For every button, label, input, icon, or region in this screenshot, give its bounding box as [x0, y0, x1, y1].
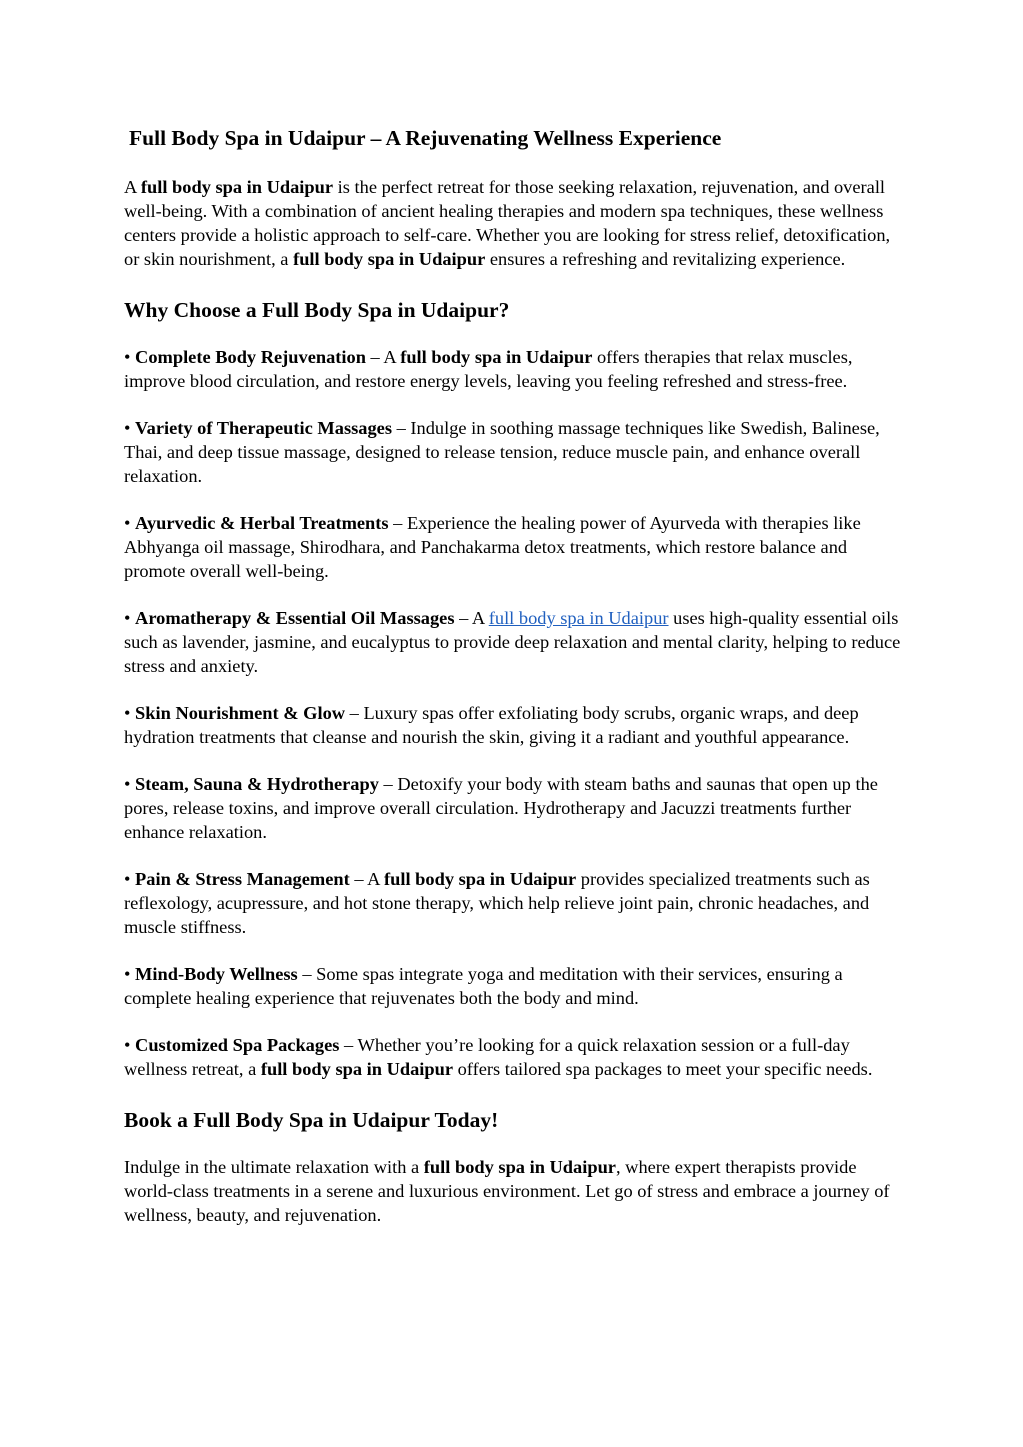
- bullet-skin-nourishment-glow: [124, 701, 904, 749]
- bullet-aromatherapy-essential-oil-massages: [124, 606, 904, 678]
- bullet-label: Skin Nourishment & Glow: [135, 703, 346, 723]
- document-content: [124, 120, 904, 1227]
- outro-paragraph: [124, 1155, 904, 1227]
- page-title: Full Body Spa in Udaipur – A Rejuvenating Wellness Experience: [129, 126, 722, 150]
- bullet-text: offers therapies that relax muscles, improve blood circulation, and restore energy levels, leaving you feeling refreshed and stress-free.: [124, 347, 853, 391]
- bullet-marker: •: [124, 608, 136, 628]
- bullet-label: Aromatherapy & Essential Oil Massages: [135, 608, 455, 628]
- bullet-marker: •: [124, 347, 136, 367]
- bullet-text: – A: [454, 608, 489, 628]
- bullet-keyword: full body spa in Udaipur: [384, 869, 577, 889]
- bullet-label: Mind-Body Wellness: [135, 964, 298, 984]
- bullet-mind-body-wellness: [124, 962, 904, 1010]
- bullet-text: – Indulge in soothing massage techniques like Swedish, Balinese, Thai, and deep tissue massage, designed to release tension, reduce muscle pain, and enhance overall relaxation.: [124, 418, 880, 486]
- bullet-label: Steam, Sauna & Hydrotherapy: [135, 774, 379, 794]
- bullet-keyword: full body spa in Udaipur: [400, 347, 593, 367]
- bullet-text: – A: [349, 869, 385, 889]
- bullet-text: – Luxury spas offer exfoliating body scrubs, organic wraps, and deep hydration treatments that cleanse and nourish the skin, giving it a radiant and youthful appearance.: [124, 703, 859, 747]
- intro-keyword: full body spa in Udaipur: [293, 249, 486, 269]
- outro-text: , where expert therapists provide world-class treatments in a serene and luxurious environment. Let go of stress and embrace a journey of wellness, beauty, and rejuvenation.: [124, 1157, 890, 1225]
- bullet-steam-sauna-hydrotherapy: [124, 772, 904, 844]
- bullet-text: – Experience the healing power of Ayurveda with therapies like Abhyanga oil massage, Shirodhara, and Panchakarma detox treatments, which restore balance and promote overall well-being.: [124, 513, 861, 581]
- bullet-text: – Some spas integrate yoga and meditation with their services, ensuring a complete healing experience that rejuvenates both the body and mind.: [124, 964, 843, 1008]
- bullet-complete-body-rejuvenation: [124, 345, 904, 393]
- full-body-spa-link[interactable]: full body spa in Udaipur: [488, 608, 669, 628]
- bullet-marker: •: [124, 869, 136, 889]
- intro-text: A: [124, 177, 141, 197]
- intro-paragraph: [124, 175, 904, 271]
- bullet-label: Ayurvedic & Herbal Treatments: [135, 513, 389, 533]
- bullet-text: – Whether you’re looking for a quick relaxation session or a full-day wellness retreat, a: [124, 1035, 850, 1079]
- outro-keyword: full body spa in Udaipur: [423, 1157, 616, 1177]
- bullet-pain-stress-management: [124, 867, 904, 939]
- bullet-marker: •: [124, 418, 136, 438]
- bullet-marker: •: [124, 774, 136, 794]
- bullet-text: uses high-quality essential oils such as lavender, jasmine, and eucalyptus to provide deep relaxation and mental clarity, helping to reduce stress and anxiety.: [124, 608, 901, 676]
- bullet-customized-spa-packages: [124, 1033, 904, 1081]
- bullet-variety-of-therapeutic-massages: [124, 416, 904, 488]
- bullet-keyword: full body spa in Udaipur: [260, 1059, 454, 1079]
- bullet-marker: •: [124, 513, 136, 533]
- bullet-label: Variety of Therapeutic Massages: [135, 418, 392, 438]
- bullet-marker: •: [124, 1035, 136, 1055]
- outro-text: Indulge in the ultimate relaxation with a: [124, 1157, 424, 1177]
- why-heading: Why Choose a Full Body Spa in Udaipur?: [124, 298, 510, 322]
- intro-text: is the perfect retreat for those seeking relaxation, rejuvenation, and overall well-being. With a combination of ancient healing therapies and modern spa techniques, these wellness centers provide a holistic approach to self-care. Whether you are looking for stress relief, detoxification, or skin nourishment, a: [124, 177, 891, 269]
- bullet-text: – Detoxify your body with steam baths and saunas that open up the pores, release toxins, and improve overall circulation. Hydrotherapy and Jacuzzi treatments further enhance relaxation.: [124, 774, 878, 842]
- bullet-marker: •: [124, 964, 136, 984]
- bullet-label: Pain & Stress Management: [135, 869, 350, 889]
- bullet-text: – A: [365, 347, 401, 367]
- bullet-label: Customized Spa Packages: [135, 1035, 340, 1055]
- bullet-ayurvedic-herbal-treatments: [124, 511, 904, 583]
- book-heading: Book a Full Body Spa in Udaipur Today!: [124, 1108, 499, 1132]
- intro-keyword: full body spa in Udaipur: [140, 177, 334, 197]
- bullet-text: offers tailored spa packages to meet your specific needs.: [453, 1059, 873, 1079]
- bullet-label: Complete Body Rejuvenation: [135, 347, 366, 367]
- bullet-text: provides specialized treatments such as reflexology, acupressure, and hot stone therapy, which help relieve joint pain, chronic headaches, and muscle stiffness.: [124, 869, 870, 937]
- bullet-marker: •: [124, 703, 136, 723]
- intro-text: ensures a refreshing and revitalizing experience.: [485, 249, 846, 269]
